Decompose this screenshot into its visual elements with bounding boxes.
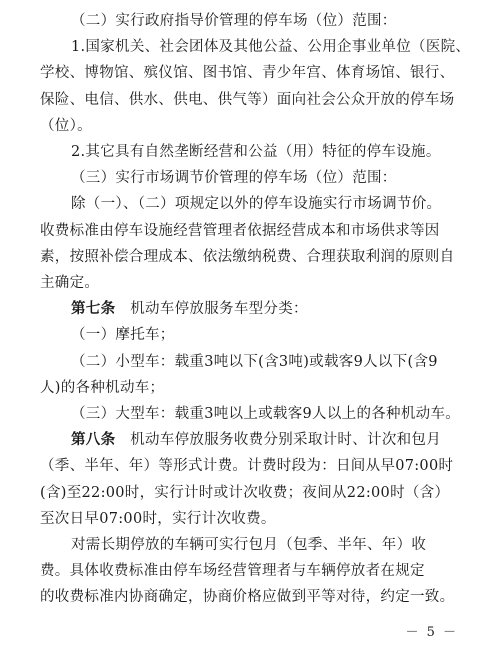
text-line: 主确定。 bbox=[40, 275, 100, 292]
article-7-line bbox=[40, 296, 458, 322]
text-line: 2.其它具有自然垄断经营和公益（用）特征的停车设施。 bbox=[71, 144, 441, 161]
text-line: 费。具体收费标准由停车场经营管理者与车辆停放者在规定 bbox=[40, 563, 425, 580]
article-7-label: 第七条 bbox=[71, 301, 116, 318]
text-line: 人)的各种机动车； bbox=[40, 379, 165, 396]
text-line: （三）大型车：载重3吨以上或载客9人以上的各种机动车。 bbox=[71, 406, 461, 423]
article-8-text: 机动车停放服务收费分别采取计时、计次和包月 bbox=[130, 432, 442, 449]
article-8-label: 第八条 bbox=[71, 432, 116, 449]
section-heading-guided-price: （二）实行政府指导价管理的停车场（位）范围： bbox=[71, 13, 397, 29]
text-line: 对需长期停放的车辆可实行包月（包季、半年、年）收 bbox=[71, 537, 427, 554]
text-line: 1.国家机关、社会团体及其他公益、公用企事业单位（医院、 bbox=[71, 39, 471, 56]
document-body bbox=[40, 8, 471, 611]
text-line: 素，按照补偿合理成本、依法缴纳税费、合理获取利润的原则自 bbox=[40, 248, 455, 265]
text-line: （季、半年、年）等形式计费。计费时段为：日间从早07:00时 bbox=[40, 458, 454, 475]
text-line: 收费标准由停车设施经营管理者依据经营成本和市场供求等因 bbox=[40, 222, 440, 239]
section-heading-market-price: （三）实行市场调节价管理的停车场（位）范围： bbox=[71, 170, 397, 187]
text-line: 至次日早07:00时，实行计次收费。 bbox=[40, 510, 276, 527]
text-line: （二）小型车：载重3吨以下(含3吨)或载客9人以下(含9 bbox=[71, 353, 438, 370]
text-line: 学校、博物馆、殡仪馆、图书馆、青少年宫、体育场馆、银行、 bbox=[40, 65, 455, 82]
text-line: (含)至22:00时，实行计时或计次收费；夜间从22:00时（含） bbox=[40, 484, 450, 501]
text-line: 的收费标准内协商确定，协商价格应做到平等对待，约定一致。 bbox=[40, 589, 455, 606]
text-line: 保险、电信、供水、供电、供气等）面向社会公众开放的停车场 bbox=[40, 91, 455, 108]
article-8-line bbox=[40, 427, 458, 453]
article-7-text: 机动车停放服务车型分类： bbox=[130, 301, 308, 318]
text-line: （一）摩托车； bbox=[71, 327, 175, 344]
text-line: 除（一）、（二）项规定以外的停车设施实行市场调节价。 bbox=[71, 196, 442, 213]
text-line: （位）。 bbox=[40, 117, 92, 134]
page-number: － 5 － bbox=[405, 625, 458, 640]
